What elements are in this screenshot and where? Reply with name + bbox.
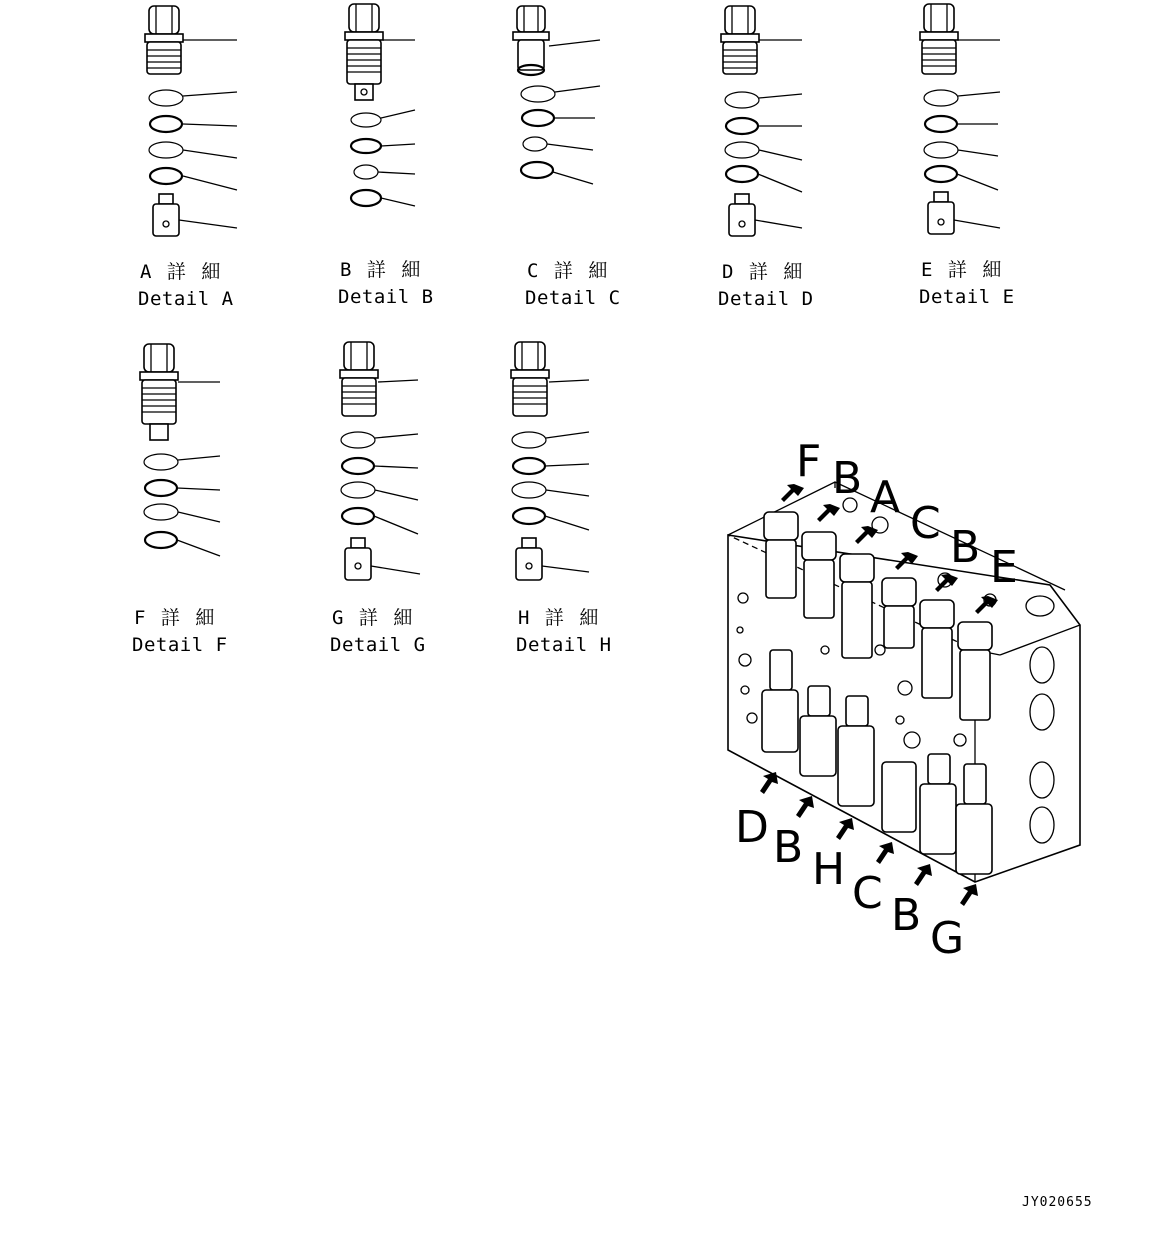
detail-h-oring-1 bbox=[512, 432, 546, 448]
detail-g-valve-plug bbox=[340, 342, 378, 416]
callout-top-a: A bbox=[870, 472, 901, 523]
detail-e-valve-plug bbox=[920, 4, 958, 74]
callout-bottom-h: H bbox=[812, 844, 846, 895]
detail-a-leader-lines bbox=[179, 40, 237, 228]
arrow-icon bbox=[975, 596, 998, 614]
detail-g-oring-3 bbox=[341, 482, 375, 498]
detail-c-oring-3 bbox=[523, 137, 547, 151]
detail-b-group bbox=[338, 4, 434, 308]
detail-d-oring-2 bbox=[726, 118, 758, 134]
detail-f-label-jp: F 詳 細 bbox=[134, 607, 217, 629]
detail-f-leader-lines bbox=[177, 382, 220, 556]
detail-c-valve-plug bbox=[513, 6, 549, 75]
callout-top-b2: B bbox=[950, 522, 981, 573]
detail-f-oring-2 bbox=[145, 480, 177, 496]
detail-b-label-jp: B 詳 細 bbox=[340, 259, 423, 281]
arrow-icon bbox=[876, 842, 894, 864]
detail-c-oring-1 bbox=[521, 86, 555, 102]
detail-a-oring-2 bbox=[150, 116, 182, 132]
callout-bottom-b1: B bbox=[773, 822, 804, 873]
arrow-icon bbox=[960, 884, 978, 906]
detail-a-label-jp: A 詳 細 bbox=[140, 261, 223, 283]
detail-h-label-en: Detail H bbox=[516, 634, 612, 656]
detail-e-group bbox=[919, 4, 1015, 308]
arrow-icon bbox=[760, 772, 778, 794]
detail-e-oring-4 bbox=[925, 166, 957, 182]
detail-b-oring-3 bbox=[354, 165, 378, 179]
callout-bottom-d: D bbox=[735, 802, 769, 853]
detail-f-valve-plug bbox=[140, 344, 178, 440]
detail-e-oring-2 bbox=[925, 116, 957, 132]
detail-d-valve-plug bbox=[721, 6, 759, 74]
detail-b-label-en: Detail B bbox=[338, 286, 434, 308]
detail-c-label-en: Detail C bbox=[525, 287, 621, 309]
detail-b-leader-lines bbox=[378, 40, 415, 206]
detail-d-spool bbox=[729, 194, 755, 236]
detail-d-oring-4 bbox=[726, 166, 758, 182]
detail-h-spool bbox=[516, 538, 542, 580]
detail-f-label-en: Detail F bbox=[132, 634, 228, 656]
detail-b-oring-1 bbox=[351, 113, 381, 127]
detail-c-leader-lines bbox=[547, 40, 600, 184]
detail-a-label-en: Detail A bbox=[138, 288, 234, 310]
detail-h-oring-2 bbox=[513, 458, 545, 474]
detail-a-oring-1 bbox=[149, 90, 183, 106]
detail-c-oring-4 bbox=[521, 162, 553, 178]
drawing-code: JY020655 bbox=[1022, 1195, 1093, 1210]
detail-g-label-en: Detail G bbox=[330, 634, 426, 656]
detail-d-label-jp: D 詳 細 bbox=[722, 261, 805, 283]
arrow-icon bbox=[836, 818, 854, 840]
detail-h-valve-plug bbox=[511, 342, 549, 416]
detail-c-group bbox=[513, 6, 621, 309]
callout-top-f: F bbox=[796, 436, 822, 487]
detail-d-group bbox=[718, 6, 814, 310]
detail-e-label-en: Detail E bbox=[919, 286, 1015, 308]
detail-d-oring-3 bbox=[725, 142, 759, 158]
callout-top-b1: B bbox=[832, 453, 863, 504]
callout-top-c: C bbox=[910, 498, 941, 549]
detail-h-leader-lines bbox=[542, 380, 589, 572]
detail-c-label-jp: C 詳 細 bbox=[527, 260, 610, 282]
detail-d-label-en: Detail D bbox=[718, 288, 814, 310]
detail-g-oring-4 bbox=[342, 508, 374, 524]
detail-a-oring-3 bbox=[149, 142, 183, 158]
detail-a-group bbox=[138, 6, 237, 310]
detail-h-label-jp: H 詳 細 bbox=[518, 607, 601, 629]
callout-bottom-b2: B bbox=[891, 890, 922, 941]
callout-bottom-c: C bbox=[852, 868, 883, 919]
detail-f-group bbox=[132, 344, 228, 656]
detail-h-oring-3 bbox=[512, 482, 546, 498]
detail-f-oring-4 bbox=[145, 532, 177, 548]
arrow-icon bbox=[796, 796, 814, 818]
detail-g-group bbox=[330, 342, 426, 656]
detail-a-spool bbox=[153, 194, 179, 236]
detail-h-group bbox=[511, 342, 612, 656]
detail-a-oring-4 bbox=[150, 168, 182, 184]
detail-g-spool bbox=[345, 538, 371, 580]
detail-b-oring-2 bbox=[351, 139, 381, 153]
arrow-icon bbox=[855, 526, 878, 544]
detail-e-leader-lines bbox=[954, 40, 1000, 228]
detail-g-leader-lines bbox=[371, 380, 420, 574]
detail-g-oring-1 bbox=[341, 432, 375, 448]
callout-top-e: E bbox=[990, 542, 1018, 593]
detail-d-leader-lines bbox=[755, 40, 802, 228]
detail-e-oring-1 bbox=[924, 90, 958, 106]
detail-e-spool bbox=[928, 192, 954, 234]
arrow-icon bbox=[817, 504, 840, 522]
detail-d-oring-1 bbox=[725, 92, 759, 108]
detail-b-valve-plug bbox=[345, 4, 383, 100]
detail-e-label-jp: E 詳 細 bbox=[921, 259, 1004, 281]
detail-c-oring-2 bbox=[522, 110, 554, 126]
detail-f-oring-3 bbox=[144, 504, 178, 520]
detail-e-oring-3 bbox=[924, 142, 958, 158]
detail-a-valve-plug bbox=[145, 6, 183, 74]
detail-g-label-jp: G 詳 細 bbox=[332, 607, 415, 629]
detail-b-oring-4 bbox=[351, 190, 381, 206]
arrow-icon bbox=[914, 864, 932, 886]
detail-f-oring-1 bbox=[144, 454, 178, 470]
detail-g-oring-2 bbox=[342, 458, 374, 474]
callout-bottom-g: G bbox=[930, 913, 965, 964]
detail-h-oring-4 bbox=[513, 508, 545, 524]
